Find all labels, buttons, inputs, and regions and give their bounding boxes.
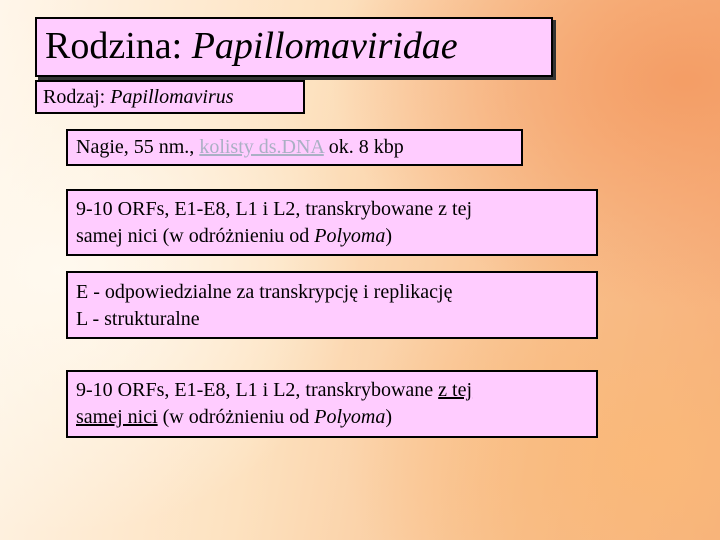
orfs-box-underlined (66, 370, 598, 438)
orfs-u-line-2 (76, 404, 588, 431)
same-strand-underlined-1: z tej (438, 379, 473, 401)
early-genes-line: E - odpowiedzialne za transkrypcję i replikację (76, 281, 453, 303)
orfs-line-2-close: ) (385, 225, 393, 247)
late-genes-line: L - strukturalne (76, 308, 200, 330)
polyoma-name: Polyoma (314, 225, 386, 247)
morphology-text-post: ok. 8 kbp (323, 136, 404, 158)
orfs-line-2 (76, 223, 588, 250)
orfs-u-line-2-text: (w odróżnieniu od (157, 406, 315, 428)
genes-function-box (66, 271, 598, 339)
orfs-u-line-1 (76, 377, 588, 404)
morphology-text-pre: Nagie, 55 nm., (76, 136, 200, 158)
morphology-box (66, 129, 523, 166)
orfs-u-line-2-close: ) (385, 406, 393, 428)
orfs-line-1: 9-10 ORFs, E1-E8, L1 i L2, transkrybowane z tej (76, 198, 473, 220)
genus-label: Rodzaj: (43, 86, 111, 108)
genus-name: Papillomavirus (110, 86, 234, 108)
orfs-box (66, 189, 598, 256)
same-strand-underlined-2: samej nici (76, 406, 158, 428)
family-name: Papillomaviridae (191, 25, 458, 67)
orfs-line-2-text: samej nici (w odróżnieniu od (76, 225, 315, 247)
genus-box (35, 80, 305, 114)
family-label: Rodzina: (45, 25, 192, 67)
family-title-box (35, 17, 553, 77)
orfs-u-line-1-text: 9-10 ORFs, E1-E8, L1 i L2, transkrybowane (76, 379, 439, 401)
polyoma-name-2: Polyoma (314, 406, 386, 428)
circular-dsdna-link[interactable]: kolisty ds.DNA (199, 136, 324, 158)
